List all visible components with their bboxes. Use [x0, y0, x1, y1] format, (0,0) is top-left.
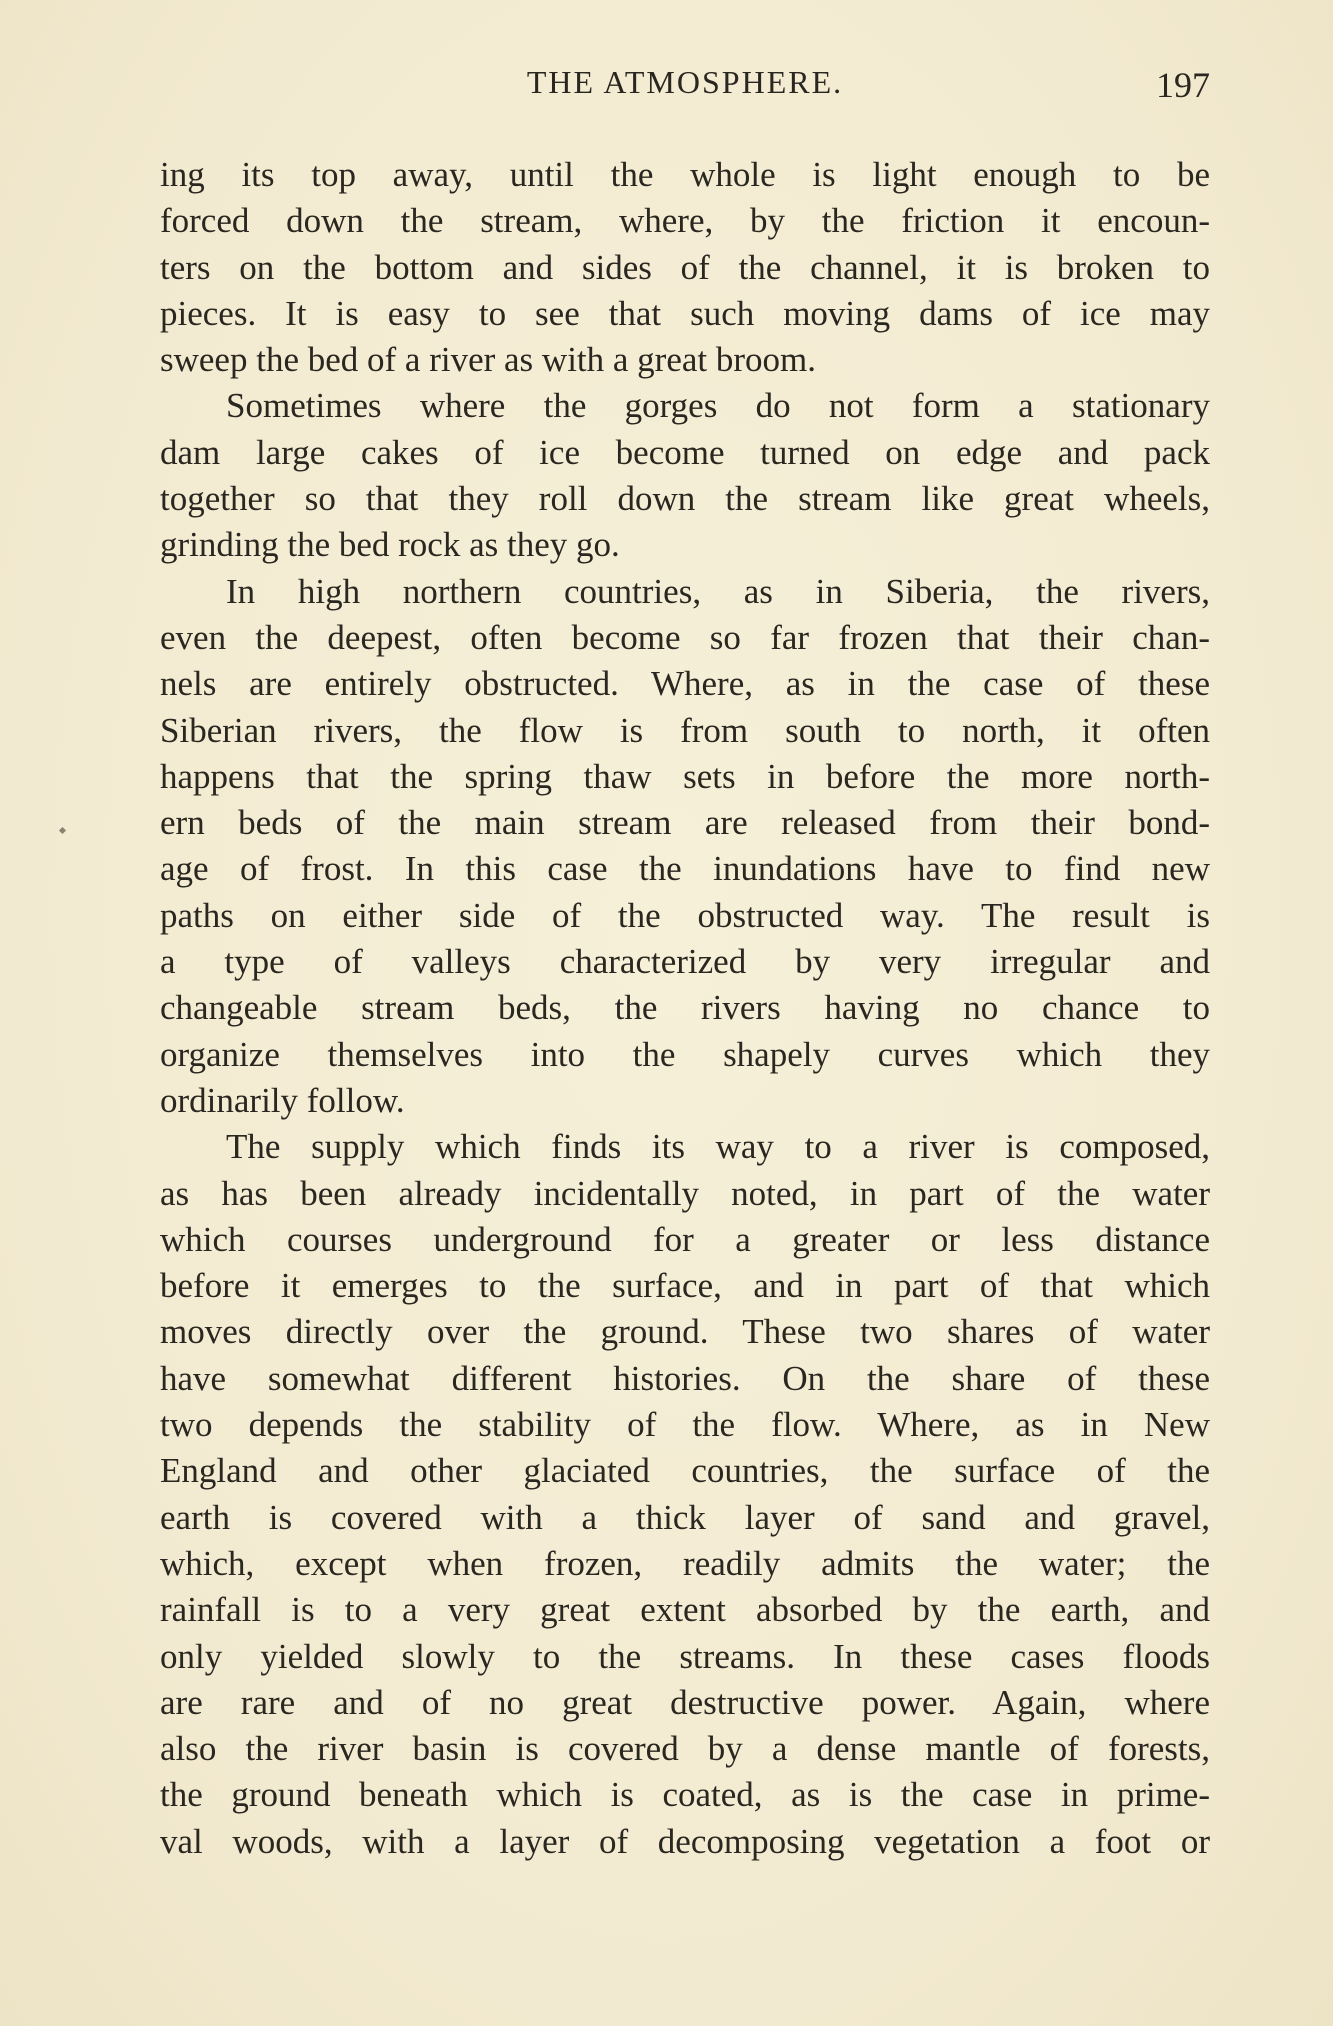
text-line: as has been already incidentally noted, in part of the water — [160, 1173, 1210, 1213]
text-line: moves directly over the ground. These two shares of water — [160, 1312, 1210, 1352]
text-line: dam large cakes of ice become turned on edge and pack — [160, 432, 1210, 472]
paragraph-start-line: Sometimes where the gorges do not form a stationary — [226, 386, 1210, 426]
text-line: age of frost. In this case the inundations have to find new — [160, 849, 1210, 889]
text-line: Siberian rivers, the flow is from south to north, it often — [160, 710, 1210, 750]
text-line: England and other glaciated countries, the surface of the — [160, 1451, 1210, 1491]
text-line: ing its top away, until the whole is light enough to be — [160, 155, 1210, 194]
text-line: nels are entirely obstructed. Where, as in the case of these — [160, 664, 1210, 704]
text-line: happens that the spring thaw sets in before the more north- — [160, 756, 1210, 796]
text-line: which courses underground for a greater or less distance — [160, 1219, 1210, 1259]
text-line: have somewhat different histories. On the share of these — [160, 1358, 1210, 1398]
text-line: are rare and of no great destructive power. Again, where — [160, 1682, 1210, 1722]
text-line: before it emerges to the surface, and in part of that which — [160, 1266, 1210, 1306]
paragraph-start-line: In high northern countries, as in Siberia, the rivers, — [226, 571, 1210, 611]
text-line: together so that they roll down the stream like great wheels, — [160, 479, 1210, 519]
text-line: forced down the stream, where, by the friction it encoun- — [160, 201, 1210, 241]
text-line: grinding the bed rock as they go. — [160, 525, 620, 565]
text-line: a type of valleys characterized by very irregular and — [160, 942, 1210, 982]
text-line: paths on either side of the obstructed way. The result is — [160, 895, 1210, 935]
text-line: only yielded slowly to the streams. In these cases floods — [160, 1636, 1210, 1676]
paragraph-start-line: The supply which finds its way to a river is composed, — [226, 1127, 1210, 1167]
text-line: also the river basin is covered by a dense mantle of forests, — [160, 1729, 1210, 1769]
body-text — [160, 152, 1210, 1865]
text-line: which, except when frozen, readily admits the water; the — [160, 1543, 1210, 1583]
text-line: ters on the bottom and sides of the channel, it is broken to — [160, 247, 1210, 287]
page-number: 197 — [1156, 65, 1210, 105]
text-line: even the deepest, often become so far frozen that their chan- — [160, 617, 1210, 657]
text-line: two depends the stability of the flow. Where, as in New — [160, 1405, 1210, 1445]
text-line: the ground beneath which is coated, as is the case in prime- — [160, 1775, 1210, 1815]
text-line: val woods, with a layer of decomposing vegetation a foot or — [160, 1821, 1210, 1861]
text-line: pieces. It is easy to see that such moving dams of ice may — [160, 293, 1210, 333]
text-line: ern beds of the main stream are released from their bond- — [160, 803, 1210, 843]
text-line: earth is covered with a thick layer of sand and gravel, — [160, 1497, 1210, 1537]
text-line: organize themselves into the shapely curves which they — [160, 1034, 1210, 1074]
running-header — [160, 64, 1210, 114]
text-line: changeable stream beds, the rivers having no chance to — [160, 988, 1210, 1028]
running-title: THE ATMOSPHERE. — [526, 64, 844, 100]
text-line: sweep the bed of a river as with a great broom. — [160, 340, 817, 380]
stray-ink-mark — [59, 827, 66, 834]
text-line: ordinarily follow. — [160, 1080, 405, 1120]
text-line: rainfall is to a very great extent absorbed by the earth, and — [160, 1590, 1210, 1630]
